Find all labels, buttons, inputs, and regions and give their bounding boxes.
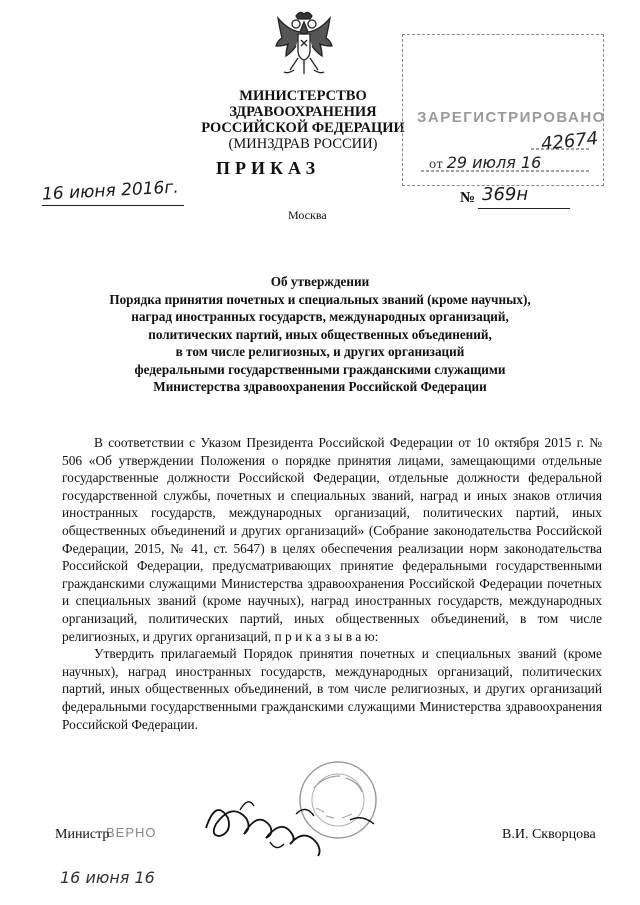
stamp-copy-handwritten: 16 июня 16 (60, 868, 155, 887)
subject-line: наград иностранных государств, международных организаций, (131, 309, 509, 324)
stamp-date-prefix: от (429, 157, 443, 171)
registration-stamp (402, 34, 604, 186)
ministry-header (168, 88, 438, 152)
subject-line: Об утверждении (270, 274, 370, 289)
order-date-underline (42, 205, 184, 206)
stamp-date-handwritten: 29 июля 16 (446, 153, 542, 172)
ministry-name-line-1: МИНИСТЕРСТВО ЗДРАВООХРАНЕНИЯ (229, 88, 377, 120)
subject-line: Порядка принятия почетных и специальных званий (кроме научных), (109, 291, 531, 307)
stamp-verno-text: ВЕРНО (106, 825, 157, 840)
subject-line: политических партий, иных общественных объединений, (148, 326, 492, 342)
body-paragraph-order: Утвердить прилагаемый Порядок принятия почетных и специальных званий (кроме научных), наград иностранных государств, международных организаций, политических партий, иных общественных объединений, в том числе религиозных, и других организаций федеральными государственными гражданскими служащими Министерства здравоохранения Российской Федерации. (62, 646, 602, 732)
order-date-handwritten: 16 июня 2016г. (41, 177, 180, 205)
subject-line: в том числе религиозных, и других организаций (175, 344, 465, 359)
document-title: ПРИКАЗ (216, 158, 321, 178)
signature-role: Министр (55, 827, 110, 842)
stamp-underlines (411, 143, 595, 179)
body-paragraph-preamble: В соответствии с Указом Президента Российской Федерации от 10 октября 2015 г. № 506 «Об утверждении Положения о порядке принятия лицами, замещающими отдельные государственные должности Российской Федерации, отдельные должности федеральной государственной службы, почетных и специальных званий, наград и иных знаков отличия иностранных государств, международных организаций, политических партий, иных общественных объединений и других организаций» (Собрание законодательства Российской Федерации, 2015, № 41, ст. 5647) в целях обеспечения реализации норм законодательства Российской Федерации, предусматривающих принятие федеральными государственными гражданскими служащими Министерства здравоохранения Российской Федерации почетных и специальных званий (кроме научных), наград иностранных государств, международных организаций, политических партий, иных общественных объединений, в том числе религиозных, и других организаций, п р и к а з ы в а ю: (62, 435, 602, 644)
order-number-underline (478, 208, 570, 209)
signature-name: В.И. Скворцова (502, 827, 596, 842)
ministry-name-line-2: РОССИЙСКОЙ ФЕДЕРАЦИИ (201, 120, 405, 136)
subject-line: Министерства здравоохранения Российской Федерации (153, 379, 487, 394)
order-body (62, 434, 602, 733)
order-number-label: № (460, 190, 476, 206)
order-number-handwritten: 369н (482, 184, 529, 205)
stamp-registered-text: ЗАРЕГИСТРИРОВАНО (417, 109, 606, 126)
coat-of-arms-emblem (274, 8, 334, 80)
minister-signature (200, 790, 380, 860)
ministry-short-name: (МИНЗДРАВ РОССИИ) (228, 136, 378, 152)
subject-line: федеральными государственными гражданскими служащими (134, 361, 506, 377)
order-subject (62, 273, 578, 396)
order-city: Москва (288, 208, 327, 222)
stamp-registration-number: 42674 (540, 128, 600, 155)
